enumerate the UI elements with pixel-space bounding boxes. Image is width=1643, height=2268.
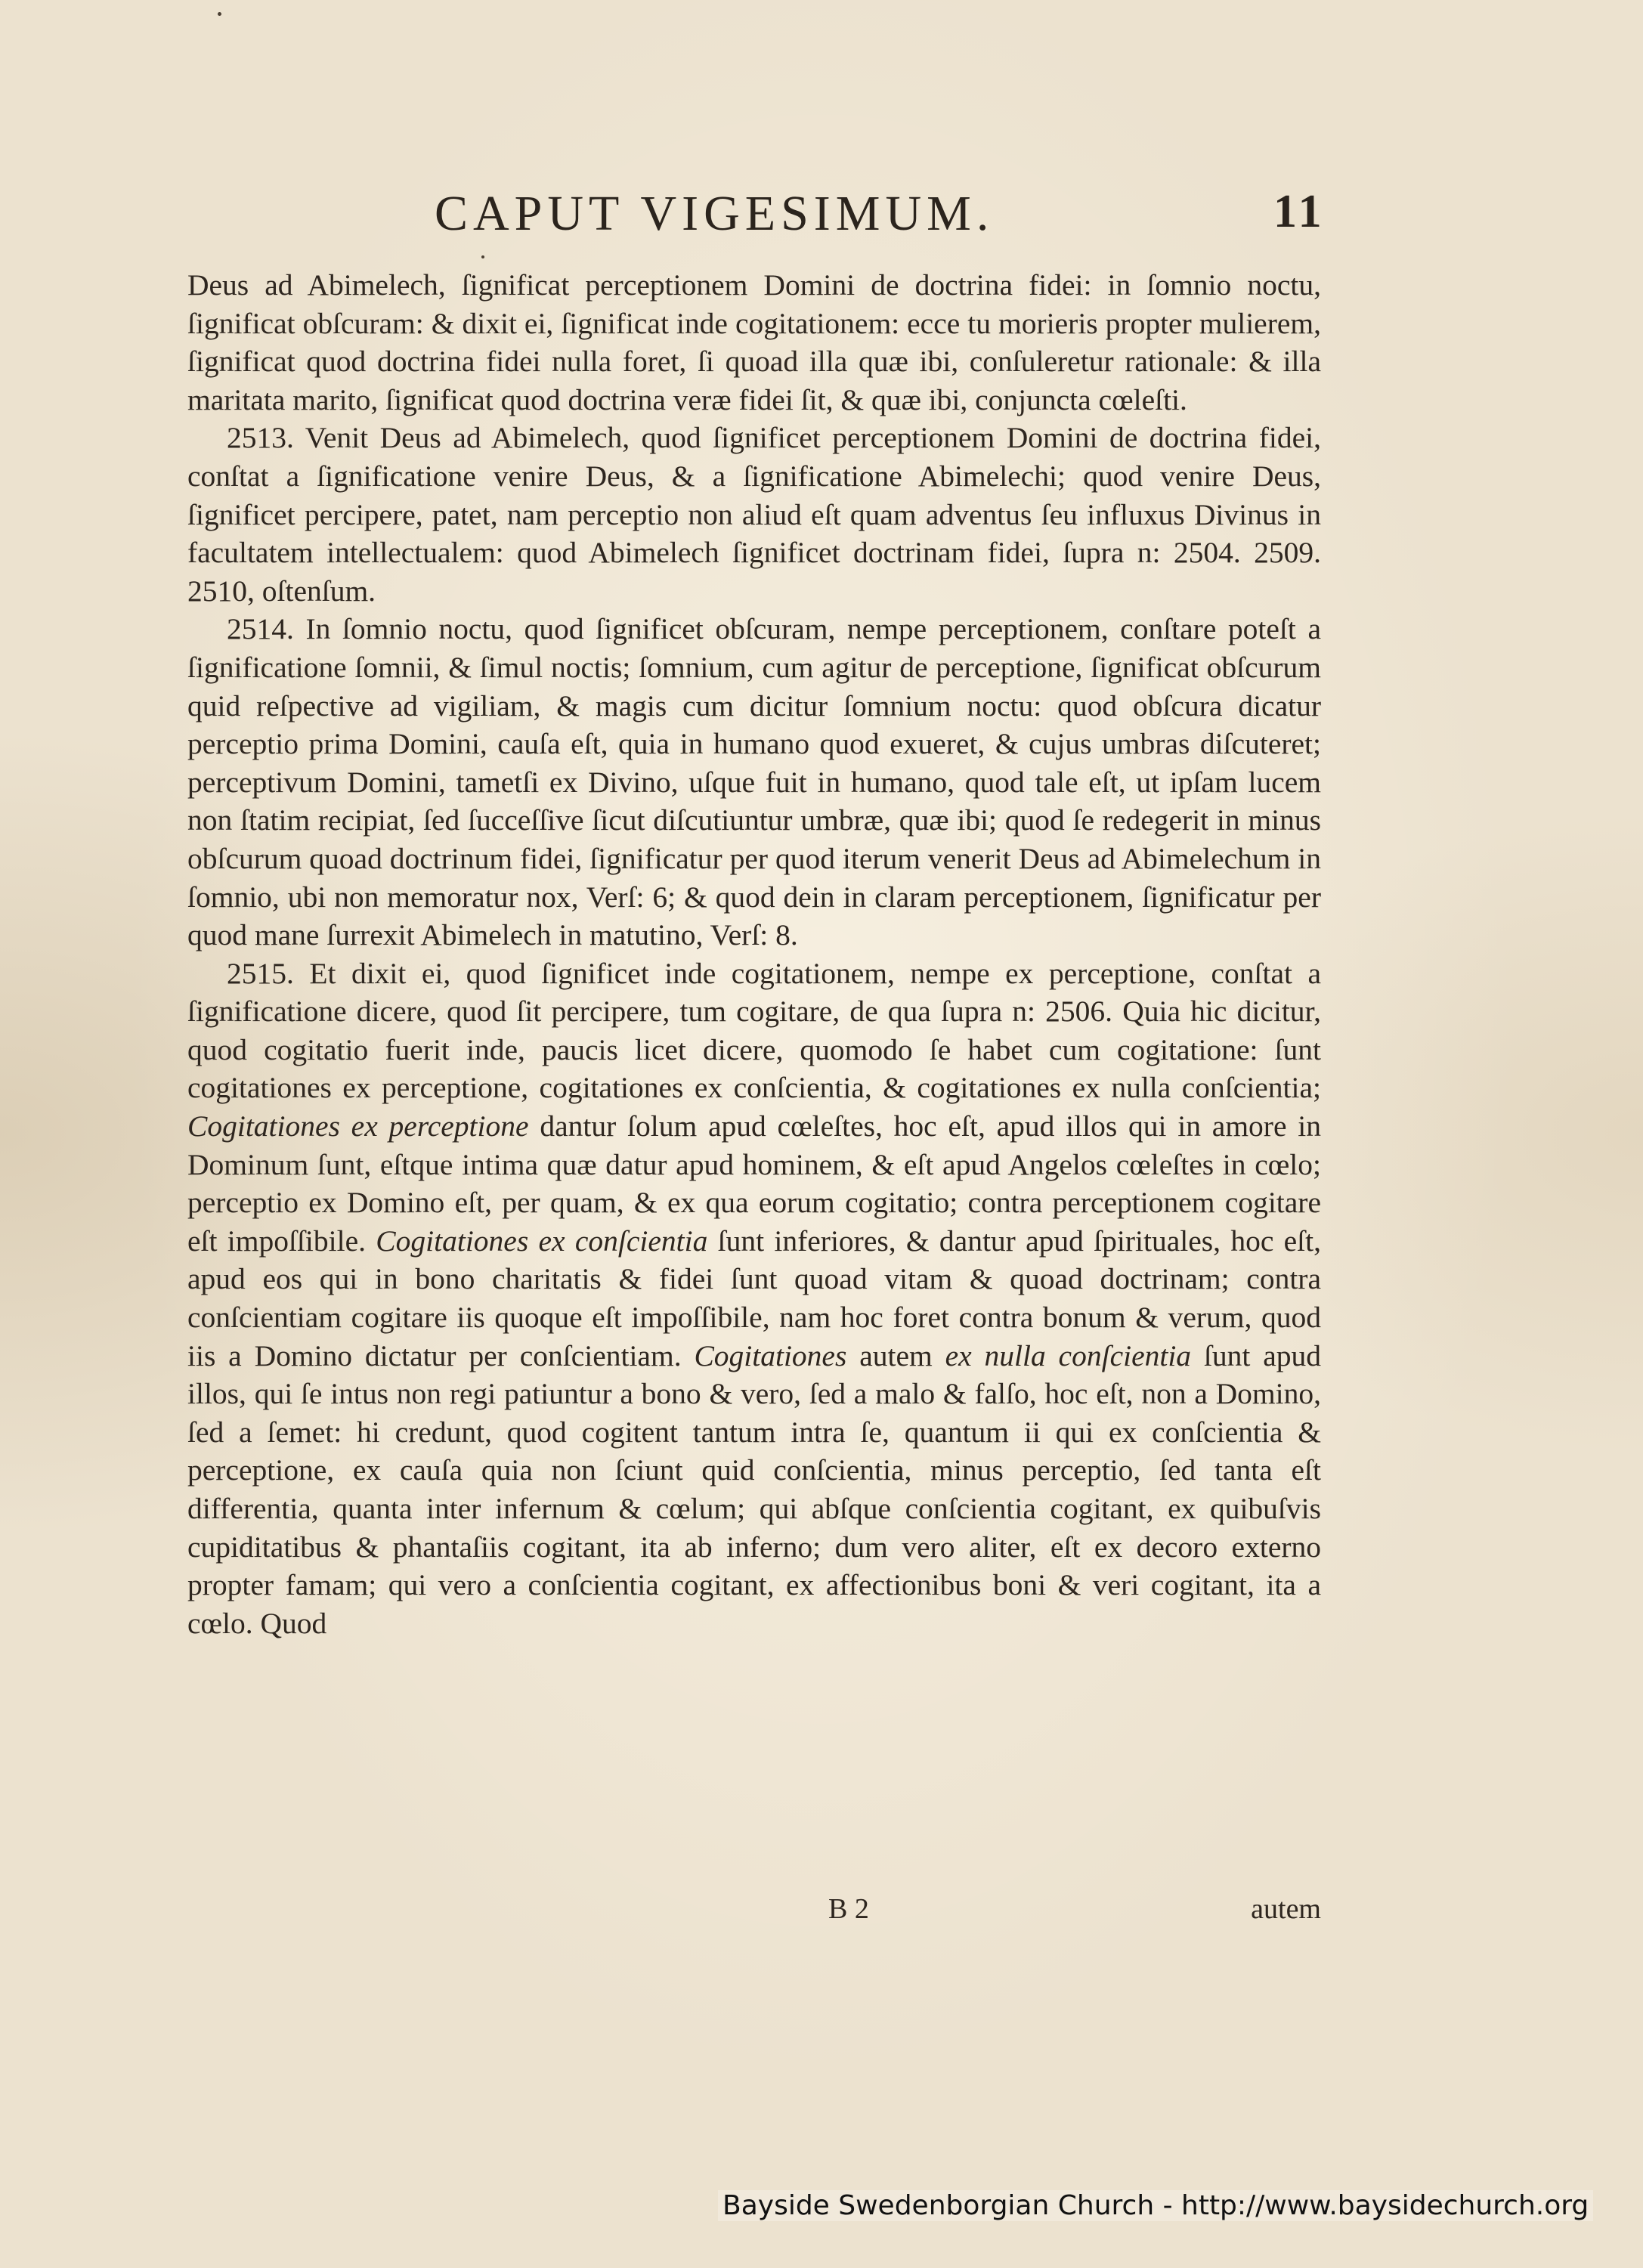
page-number: 11	[1273, 186, 1326, 237]
italic-term: Cogitationes ex perceptione	[187, 1109, 529, 1143]
italic-term: ex nulla conſcientia	[945, 1338, 1192, 1372]
paragraph-2513: 2513. Venit Deus ad Abimelech, quod ſignificet perceptionem Domini de doctrina fidei, conſtat a ſignificatione venire Deus, & a ſignificatione Abimelechi; quod venire Deus, ſignificet percipere, patet, nam perceptio non aliud eſt quam adventus ſeu influxus Divinus in facultatem intellectualem: quod Abimelech ſignificet doctrinam fidei, ſupra n: 2504. 2509. 2510, oſtenſum.	[187, 421, 1321, 608]
paragraph-2515: 2515. Et dixit ei, quod ſignificet inde cogitationem, nempe ex perceptione, conſtat a ſignificatione dicere, quod ſit percipere, tum cogitare, de qua ſupra n: 2506. Quia hic dicitur, quod cogitatio fuerit inde, paucis licet dicere, quomodo ſe habet cum cogitatione: ſunt cogitationes ex perceptione, cogitationes ex conſcientia, & cogitationes ex nulla conſcientia; Cogitationes ex perceptione dantur ſolum apud cœleſtes, hoc eſt, apud illos qui in amore in Dominum ſunt, eſtque intima quæ datur apud hominem, & eſt apud Angelos cœleſtes in cœlo; perceptio ex Domino eſt, per quam, & ex qua eorum cogitatio; contra perceptionem cogitare eſt impoſſibile. Cogitationes ex conſcientia ſunt inferiores, & dantur apud ſpirituales, hoc eſt, apud eos qui in bono charitatis & fidei ſunt quoad vitam & quoad doctrinam; contra conſcientiam cogitare iis quoque eſt impoſſibile, nam hoc foret contra bonum & verum, quod iis a Domino dictatur per conſcientiam. Cogitationes autem ex nulla conſcientia ſunt apud illos, qui ſe intus non regi patiuntur a bono & vero, ſed a malo & falſo, hoc eſt, non a Domino, ſed a ſemet: hi credunt, quod cogitent tantum intra ſe, quantum ii qui ex conſcientia & perceptione, ex cauſa quia non ſciunt quid conſcientia, minus perceptio, ſed tanta eſt differentia, quanta inter infernum & cœlum; qui abſque conſcientia cogitant, ex quibuſvis cupiditatibus & phantaſiis cogitant, ita ab inferno; dum vero aliter, eſt ex decoro externo propter famam; qui vero a conſcientia cogitant, ex affectionibus boni & veri cogitant, ita a cœlo. Quod	[187, 956, 1322, 1640]
paragraph-2514: 2514. In ſomnio noctu, quod ſignificet obſcuram, nempe perceptionem, conſtare poteſt a ſignificatione ſomnii, & ſimul noctis; ſomnium, cum agitur de perceptione, ſignificat obſcurum quid reſpective ad vigiliam, & magis cum dicitur ſomnium noctu: quod obſcura dicatur perceptio prima Domini, cauſa eſt, quia in humano quod exueret, & cujus umbras diſcuteret; perceptivum Domini, tametſi ex Divino, uſque fuit in humano, quod tale eſt, ut ipſam lucem non ſtatim recipiat, ſed ſucceſſive ſicut diſcutiuntur umbræ, quæ ibi; quod ſe redegerit in minus obſcurum quoad doctrinum fidei, ſignificatur per quod iterum venerit Deus ad Abimelechum in ſomnio, ubi non memoratur nox, Verſ: 6; & quod dein in claram perceptionem, ſignificatur per quod mane ſurrexit Abimelech in matutino, Verſ: 8.	[187, 612, 1321, 952]
italic-term: Cogitationes	[694, 1338, 847, 1372]
page-footer	[187, 1892, 1321, 1932]
paragraph-continuation: Deus ad Abimelech, ſignificat perceptionem Domini de doctrina fidei: in ſomnio noctu, ſignificat obſcuram: & dixit ei, ſignificat inde cogitationem: ecce tu morieris propter mulierem, ſignificat quod doctrina fidei nulla foret, ſi quoad illa quæ ibi, conſuleretur rationale: & illa maritata marito, ſignificat quod doctrina veræ fidei ſit, & quæ ibi, conjuncta cœleſti.	[187, 268, 1321, 416]
running-head: CAPUT VIGESIMUM.	[435, 186, 995, 241]
ink-speck	[218, 12, 221, 16]
watermark: Bayside Swedenborgian Church - http://www.baysidechurch.org	[718, 2190, 1593, 2221]
body-text	[187, 266, 1321, 1642]
catchword: autem	[1251, 1893, 1321, 1925]
page-header	[0, 185, 1643, 253]
ink-speck	[481, 255, 484, 258]
signature-mark: B 2	[828, 1893, 869, 1925]
italic-term: Cogitationes ex conſcientia	[376, 1224, 708, 1258]
